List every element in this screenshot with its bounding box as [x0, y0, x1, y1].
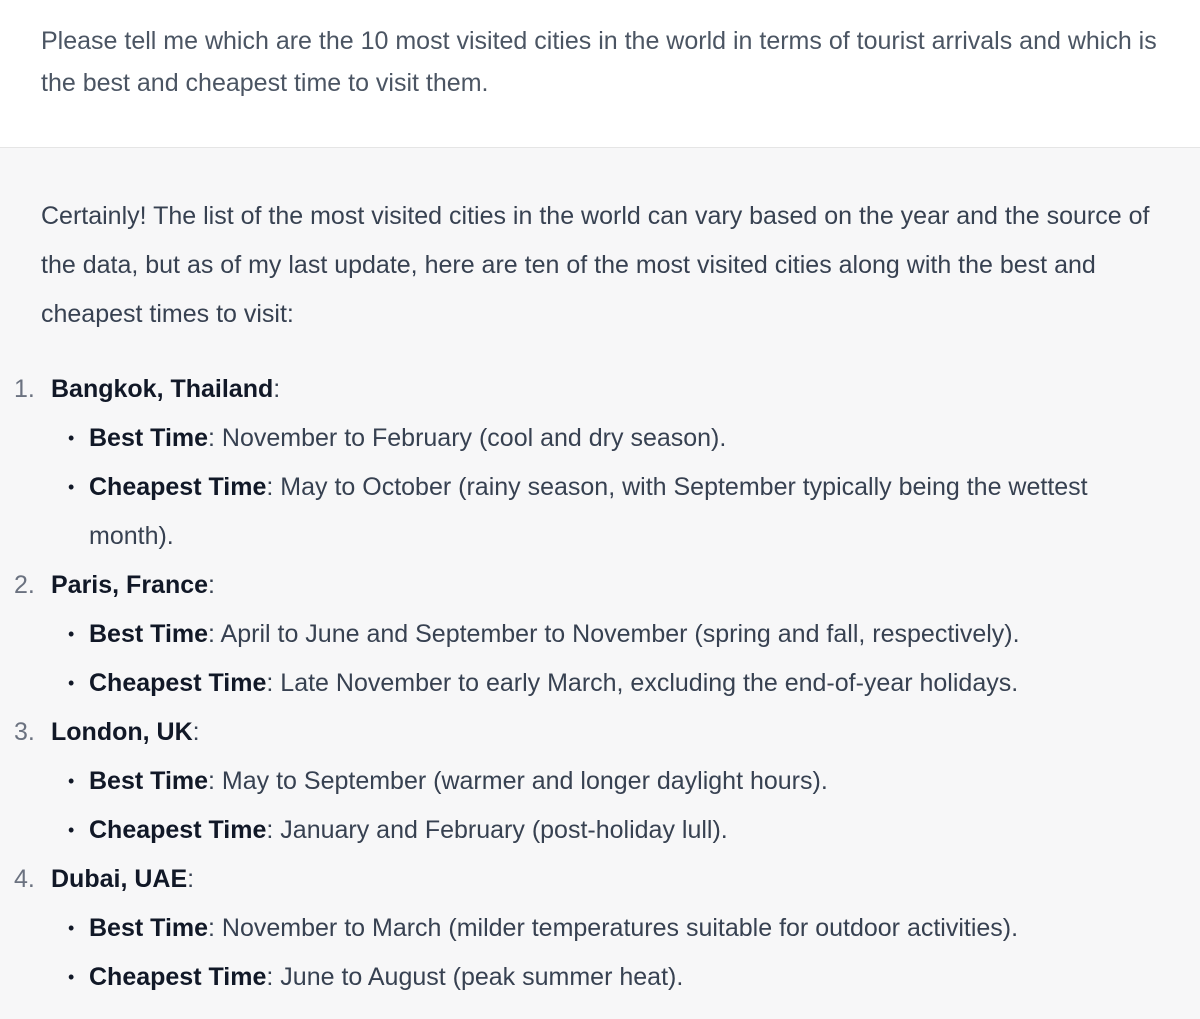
city-name: London, UK — [51, 718, 193, 746]
detail-sep: : — [266, 669, 274, 697]
list-item — [0, 855, 1176, 1002]
detail-cheapest-time — [0, 806, 1176, 855]
assistant-intro: Certainly! The list of the most visited cities in the world can vary based on the year and the source of the data, but as of my last update, here are ten of the most visited cities along with the best and cheapest times to visit: — [41, 202, 1150, 328]
city-heading — [0, 561, 1176, 610]
detail-text: May to September (warmer and longer daylight hours). — [214, 767, 828, 795]
city-details — [0, 610, 1176, 708]
bullet-icon: • — [68, 820, 75, 840]
detail-sep: : — [208, 424, 215, 452]
detail-label: Best Time — [89, 620, 209, 648]
assistant-message — [0, 148, 1200, 1002]
detail-text: January and February (post-holiday lull). — [273, 816, 728, 844]
city-heading — [0, 365, 1176, 414]
city-suffix: : — [187, 865, 195, 893]
detail-cheapest-time — [0, 953, 1176, 1002]
bullet-icon: • — [68, 967, 75, 987]
bullet-icon: • — [68, 428, 75, 448]
city-name: Bangkok, Thailand — [51, 375, 274, 403]
city-details — [0, 414, 1176, 561]
detail-sep: : — [266, 963, 274, 991]
detail-text: November to March (milder temperatures suitable for outdoor activities). — [214, 914, 1019, 942]
city-suffix: : — [208, 571, 215, 599]
city-details — [0, 904, 1176, 1002]
detail-label: Best Time — [89, 767, 209, 795]
detail-label: Best Time — [89, 424, 209, 452]
list-item — [0, 365, 1176, 561]
bullet-icon: • — [68, 771, 75, 791]
list-number: 3. — [14, 718, 35, 746]
city-name: Dubai, UAE — [51, 865, 188, 893]
list-number: 2. — [14, 571, 35, 599]
detail-sep: : — [266, 816, 274, 844]
detail-label: Cheapest Time — [89, 473, 267, 501]
detail-best-time — [0, 757, 1176, 806]
detail-text: June to August (peak summer heat). — [273, 963, 684, 991]
user-message — [0, 0, 1200, 148]
detail-text: April to June and September to November (spring and fall, respectively). — [214, 620, 1020, 648]
city-suffix: : — [192, 718, 200, 746]
city-heading — [0, 855, 1176, 904]
detail-sep: : — [266, 473, 274, 501]
user-message-text: Please tell me which are the 10 most visited cities in the world in terms of tourist arrivals and which is the best and cheapest time to visit them. — [41, 27, 1157, 97]
city-heading — [0, 708, 1176, 757]
city-list — [0, 365, 1176, 1002]
detail-text: May to October (rainy season, with September typically being the wettest month). — [89, 473, 1088, 550]
detail-label: Cheapest Time — [89, 816, 267, 844]
detail-sep: : — [208, 914, 215, 942]
bullet-icon: • — [68, 477, 75, 497]
detail-best-time — [0, 610, 1176, 659]
detail-text: Late November to early March, excluding the end-of-year holidays. — [273, 669, 1019, 697]
detail-label: Cheapest Time — [89, 669, 267, 697]
detail-text: November to February (cool and dry season). — [214, 424, 727, 452]
detail-cheapest-time — [0, 463, 1176, 561]
city-suffix: : — [273, 375, 281, 403]
city-name: Paris, France — [51, 571, 209, 599]
detail-best-time — [0, 904, 1176, 953]
list-number: 1. — [14, 375, 35, 403]
city-details — [0, 757, 1176, 855]
detail-cheapest-time — [0, 659, 1176, 708]
detail-sep: : — [208, 620, 215, 648]
list-item — [0, 561, 1176, 708]
list-number: 4. — [14, 865, 35, 893]
list-item — [0, 708, 1176, 855]
bullet-icon: • — [68, 918, 75, 938]
bullet-icon: • — [68, 624, 75, 644]
bullet-icon: • — [68, 673, 75, 693]
detail-sep: : — [208, 767, 215, 795]
detail-best-time — [0, 414, 1176, 463]
detail-label: Cheapest Time — [89, 963, 267, 991]
detail-label: Best Time — [89, 914, 209, 942]
